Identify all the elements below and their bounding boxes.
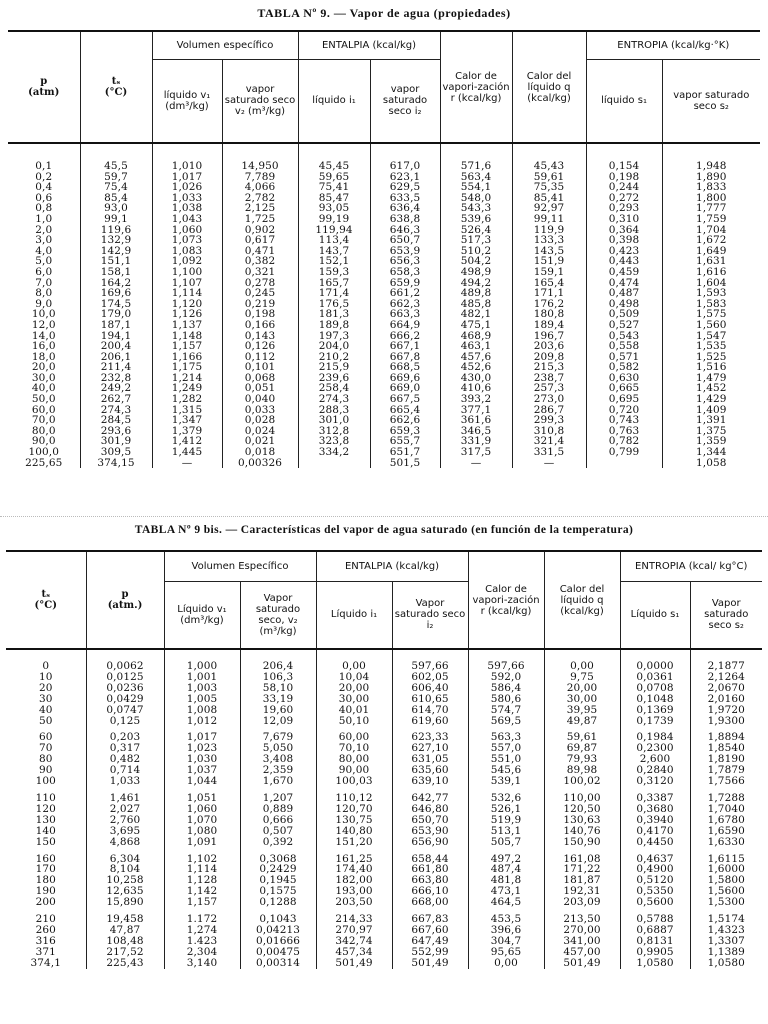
t1-col-s1: 0,154 0,198 0,244 0,272 0,293 0,310 0,364 0,398 0,423 0,443 0,459 0,474 0,487 0,498 0,509 0,527 0,543 0,558 0,571 0,582 0,630 0,665 0,695 0,720 0,743 0,763 0,782 0,799 — [586, 161, 662, 468]
t2-g4-col-t: 160 170 180 190 200 — [35, 852, 56, 909]
t2-g2-col-t: 60 70 80 90 100 — [35, 731, 56, 788]
t1-data-block — [8, 161, 760, 468]
t2-g4-col-s2: 1,6115 1,6000 1,5800 1,5600 1,5300 — [690, 854, 762, 909]
t2-g5-col-i2: 667,83 667,60 647,49 552,99 501,49 — [392, 914, 468, 969]
t2-header-t-symbol: tₛ — [41, 589, 51, 600]
t2-group-1 — [6, 661, 762, 726]
t2-g5-col-q: 213,50 270,00 341,00 457,00 501,49 — [544, 914, 620, 969]
t1-header-v2: vapor saturado seco v₂ (m³/kg) — [222, 59, 298, 143]
t2-g3-col-i1: 110,12 120,70 130,75 140,80 151,20 — [316, 793, 392, 848]
t1-header-entropy-group: ENTROPIA (kcal/kg·°K) — [586, 31, 760, 59]
t1-header-i2: vapor saturado seco i₂ — [370, 59, 440, 143]
t2-header-enthalpy-group: ENTALPIA (kcal/kg) — [316, 551, 468, 581]
t2-g2-col-i1: 60,00 70,10 80,00 90,00 100,03 — [316, 732, 392, 787]
t1-col-s2: 1,948 1,890 1,833 1,800 1,777 1,759 1,704 1,672 1,649 1,631 1,616 1,604 1,593 1,583 1,575 1,560 1,547 1,535 1,525 1,516 1,479 1,452 1,429 1,409 1,391 1,375 1,359 1,344 1,058 — [662, 161, 760, 468]
t2-header-t-unit: (°C) — [34, 600, 57, 611]
t1-header-p-symbol: p — [40, 76, 48, 87]
t2-g3-col-i2: 642,77 646,80 650,70 653,90 656,90 — [392, 793, 468, 848]
t1-col-v2: 14,950 7,789 4,066 2,782 2,125 1,725 0,902 0,617 0,471 0,382 0,321 0,278 0,245 0,219 0,198 0,166 0,143 0,126 0,112 0,101 0,068 0,051 0,040 0,033 0,028 0,024 0,021 0,018 0,00326 — [222, 161, 298, 468]
t1-col-p: 0,1 0,2 0,4 0,6 0,8 1,0 2,0 3,0 4,0 5,0 6,0 7,0 8,0 9,0 10,0 12,0 14,0 16,0 18,0 20,0 30,0 40,0 50,0 60,0 70,0 80,0 90,0 100,0 225,65 — [25, 160, 63, 469]
t2-header-i2: Vapor saturado seco i₂ — [392, 581, 468, 649]
t2-g2-col-v1: 1,017 1,023 1,030 1,037 1,044 — [164, 732, 240, 787]
t1-header-p-unit: (atm) — [28, 87, 60, 98]
t1-header-v1: líquido v₁ (dm³/kg) — [152, 59, 222, 143]
t2-g1-col-s1: 0,0000 0,0361 0,0708 0,1048 0,1369 0,1739 — [620, 661, 690, 726]
t2-g3-col-q: 110,00 120,50 130,63 140,76 150,90 — [544, 793, 620, 848]
t2-g3-col-s1: 0,3387 0,3680 0,3940 0,4170 0,4450 — [620, 793, 690, 848]
t1-header-t — [80, 31, 152, 143]
t2-group-2 — [6, 732, 762, 787]
t2-g4-col-v1: 1,102 1,114 1,128 1,142 1,157 — [164, 854, 240, 909]
t2-header-s1: Líquido s₁ — [620, 581, 690, 649]
t2-g5-col-t: 210 260 316 371 374,1 — [30, 913, 62, 969]
t2-g3-col-v2: 1,207 0,889 0,666 0,507 0,392 — [240, 793, 316, 848]
t1-col-i1: 45,45 59,65 75,41 85,47 93,05 99,19 119,94 113,4 143,7 152,1 159,3 165,7 171,4 176,5 181,3 189,8 197,3 204,0 210,2 215,9 239,6 258,4 274,3 288,3 301,0 312,8 323,8 334,2 — [298, 161, 370, 468]
t1-header-t-unit: (°C) — [104, 87, 128, 98]
t1-header-enthalpy-group: ENTALPIA (kcal/kg) — [298, 31, 440, 59]
t1-header-s2: vapor saturado seco s₂ — [662, 59, 760, 143]
t2-header-t — [6, 551, 86, 649]
t2-g2-col-s1: 0,1984 0,2300 2,600 0,2840 0,3120 — [620, 732, 690, 787]
t2-g2-col-i2: 623,33 627,10 631,05 635,60 639,10 — [392, 732, 468, 787]
t2-g1-col-q: 0,00 9,75 20,00 30,00 39,95 49,87 — [544, 661, 620, 726]
t2-header-r: Calor de vapori-zación r (kcal/kg) — [468, 551, 544, 649]
t1-col-r: 571,6 563,4 554,1 548,0 543,3 539,6 526,4 517,3 510,2 504,2 498,9 494,2 489,8 485,8 482,1 475,1 468,9 463,1 457,6 452,6 430,0 410,6 393,2 377,1 361,6 346,5 331,9 317,5 — — [440, 161, 512, 468]
t1-col-v1: 1,010 1,017 1,026 1,033 1,038 1,043 1,060 1,073 1,083 1,092 1,100 1,107 1,114 1,120 1,126 1,137 1,148 1,157 1,166 1,175 1,214 1,249 1,282 1,315 1,347 1,379 1,412 1,445 — — [152, 161, 222, 468]
t2-g2-col-q: 59,61 69,87 79,93 89,98 100,02 — [544, 732, 620, 787]
t2-g2-col-v2: 7,679 5,050 3,408 2,359 1,670 — [240, 732, 316, 787]
t2-g4-col-q: 161,08 171,22 181,87 192,31 203,09 — [544, 854, 620, 909]
table1-title: TABLA Nº 9. — Vapor de agua (propiedades) — [257, 6, 511, 20]
t2-g1-col-i1: 0,00 10,04 20,00 30,00 40,01 50,10 — [316, 661, 392, 726]
t2-group-5 — [6, 914, 762, 969]
t2-header-p-symbol: p — [121, 589, 129, 600]
t2-header-p — [86, 551, 164, 649]
t2-header-entropy-group: ENTROPIA (kcal/ kg°C) — [620, 551, 762, 581]
t2-g5-col-i1: 214,33 270,97 342,74 457,34 501,49 — [316, 914, 392, 969]
t2-g5-col-v1: 1.172 1,274 1.423 2,304 3,140 — [164, 914, 240, 969]
t2-header-volume-group: Volumen Específico — [164, 551, 316, 581]
t2-header-s2: Vapor saturado seco s₂ — [690, 581, 762, 649]
t2-g4-col-v2: 0,3068 0,2429 0,1945 0,1575 0,1288 — [240, 854, 316, 909]
page-separator — [0, 516, 768, 518]
t2-g1-col-p: 0,0062 0,0125 0,0236 0,0429 0,0747 0,125 — [86, 661, 164, 726]
t1-header-q: Calor del líquido q (kcal/kg) — [512, 31, 586, 143]
t2-g3-col-p: 1,461 2,027 2,760 3,695 4,868 — [86, 793, 164, 848]
t1-col-t: 45,5 59,7 75,4 85,4 93,0 99,1 119,6 132,9 142,9 151,1 158,1 164,2 169,6 174,5 179,0 187,1 194,1 200,4 206,1 211,4 232,8 249,2 262,7 274,3 284,5 293,6 301,9 309,5 374,15 — [80, 161, 152, 468]
t1-header-p — [8, 31, 80, 143]
t2-g4-col-p: 6,304 8,104 10,258 12,635 15,890 — [86, 854, 164, 909]
t1-header-t-symbol: tₛ — [111, 76, 121, 87]
table2 — [6, 550, 762, 969]
t2-g1-col-i2: 597,66 602,05 606,40 610,65 614,70 619,60 — [392, 661, 468, 726]
t2-g3-col-r: 532,6 526,1 519,9 513,1 505,7 — [468, 793, 544, 848]
t2-g5-col-r: 453,5 396,6 304,7 95,65 0,00 — [468, 914, 544, 969]
table2-title: TABLA Nº 9 bis. — Características del vapor de agua saturado (en función de la temperatura) — [134, 524, 634, 536]
t2-g4-col-r: 497,2 487,4 481,8 473,1 464,5 — [468, 854, 544, 909]
t2-g5-col-s1: 0,5788 0,6887 0,8131 0,9905 1,0580 — [620, 914, 690, 969]
t2-header-q: Calor del líquido q (kcal/kg) — [544, 551, 620, 649]
t2-g3-col-v1: 1,051 1,060 1,070 1,080 1,091 — [164, 793, 240, 848]
t2-g5-col-p: 19,458 47,87 108,48 217,52 225,43 — [86, 914, 164, 969]
t2-header-i1: Líquido i₁ — [316, 581, 392, 649]
t1-header-i1: líquido i₁ — [298, 59, 370, 143]
t2-g4-col-i2: 658,44 661,80 663,80 666,10 668,00 — [392, 854, 468, 909]
t1-col-q: 45,43 59,61 75,35 85,41 92,97 99,11 119,9 133,3 143,5 151,9 159,1 165,4 171,1 176,2 180,8 189,4 196,7 203,6 209,8 215,3 238,7 257,3 273,0 286,7 299,3 310,8 321,4 331,5 — — [512, 161, 586, 468]
t2-g2-col-r: 563,3 557,0 551,0 545,6 539,1 — [468, 732, 544, 787]
t1-header-r: Calor de vapori-zación r (kcal/kg) — [440, 31, 512, 143]
t2-g1-col-s2: 2,1877 2,1264 2,0670 2,0160 1,9720 1,9300 — [690, 661, 762, 726]
t2-g2-col-p: 0,203 0,317 0,482 0,714 1,033 — [86, 732, 164, 787]
t2-g5-col-v2: 0,1043 0,04213 0,01666 0,00475 0,00314 — [240, 914, 316, 969]
t2-header-v1: Líquido v₁ (dm³/kg) — [164, 581, 240, 649]
t2-header-v2: Vapor saturado seco, v₂ (m³/kg) — [240, 581, 316, 649]
t2-g1-col-v2: 206,4 106,3 58,10 33,19 19,60 12,09 — [240, 661, 316, 726]
t1-header-s1: líquido s₁ — [586, 59, 662, 143]
t2-g3-col-t: 110 120 130 140 150 — [35, 791, 56, 848]
t1-col-i2: 617,0 623,1 629,5 633,5 636,4 638,8 646,3 650,7 653,9 656,3 658,3 659,9 661,2 662,3 663,3 664,9 666,2 667,1 667,8 668,5 669,6 669,0 667,5 665,4 662,6 659,3 655,7 651,7 501,5 — [370, 161, 440, 468]
t1-header-volume-group: Volumen específico — [152, 31, 298, 59]
t2-g1-col-v1: 1,000 1,001 1,003 1,005 1,008 1,012 — [164, 661, 240, 726]
t2-g3-col-s2: 1,7288 1,7040 1,6780 1,6590 1,6330 — [690, 793, 762, 848]
t2-g1-col-t: 0 10 20 30 40 50 — [38, 660, 53, 727]
t2-group-3 — [6, 793, 762, 848]
t2-header-p-unit: (atm.) — [107, 600, 143, 611]
t2-g5-col-s2: 1,5174 1,4323 1,3307 1,1389 1,0580 — [690, 914, 762, 969]
t2-group-4 — [6, 854, 762, 909]
t2-g2-col-s2: 1,8894 1,8540 1,8190 1,7879 1,7566 — [690, 732, 762, 787]
t2-g4-col-s1: 0,4637 0,4900 0,5120 0,5350 0,5600 — [620, 854, 690, 909]
table1 — [8, 30, 760, 468]
t2-g1-col-r: 597,66 592,0 586,4 580,6 574,7 569,5 — [468, 661, 544, 726]
t2-g4-col-i1: 161,25 174,40 182,00 193,00 203,50 — [316, 854, 392, 909]
